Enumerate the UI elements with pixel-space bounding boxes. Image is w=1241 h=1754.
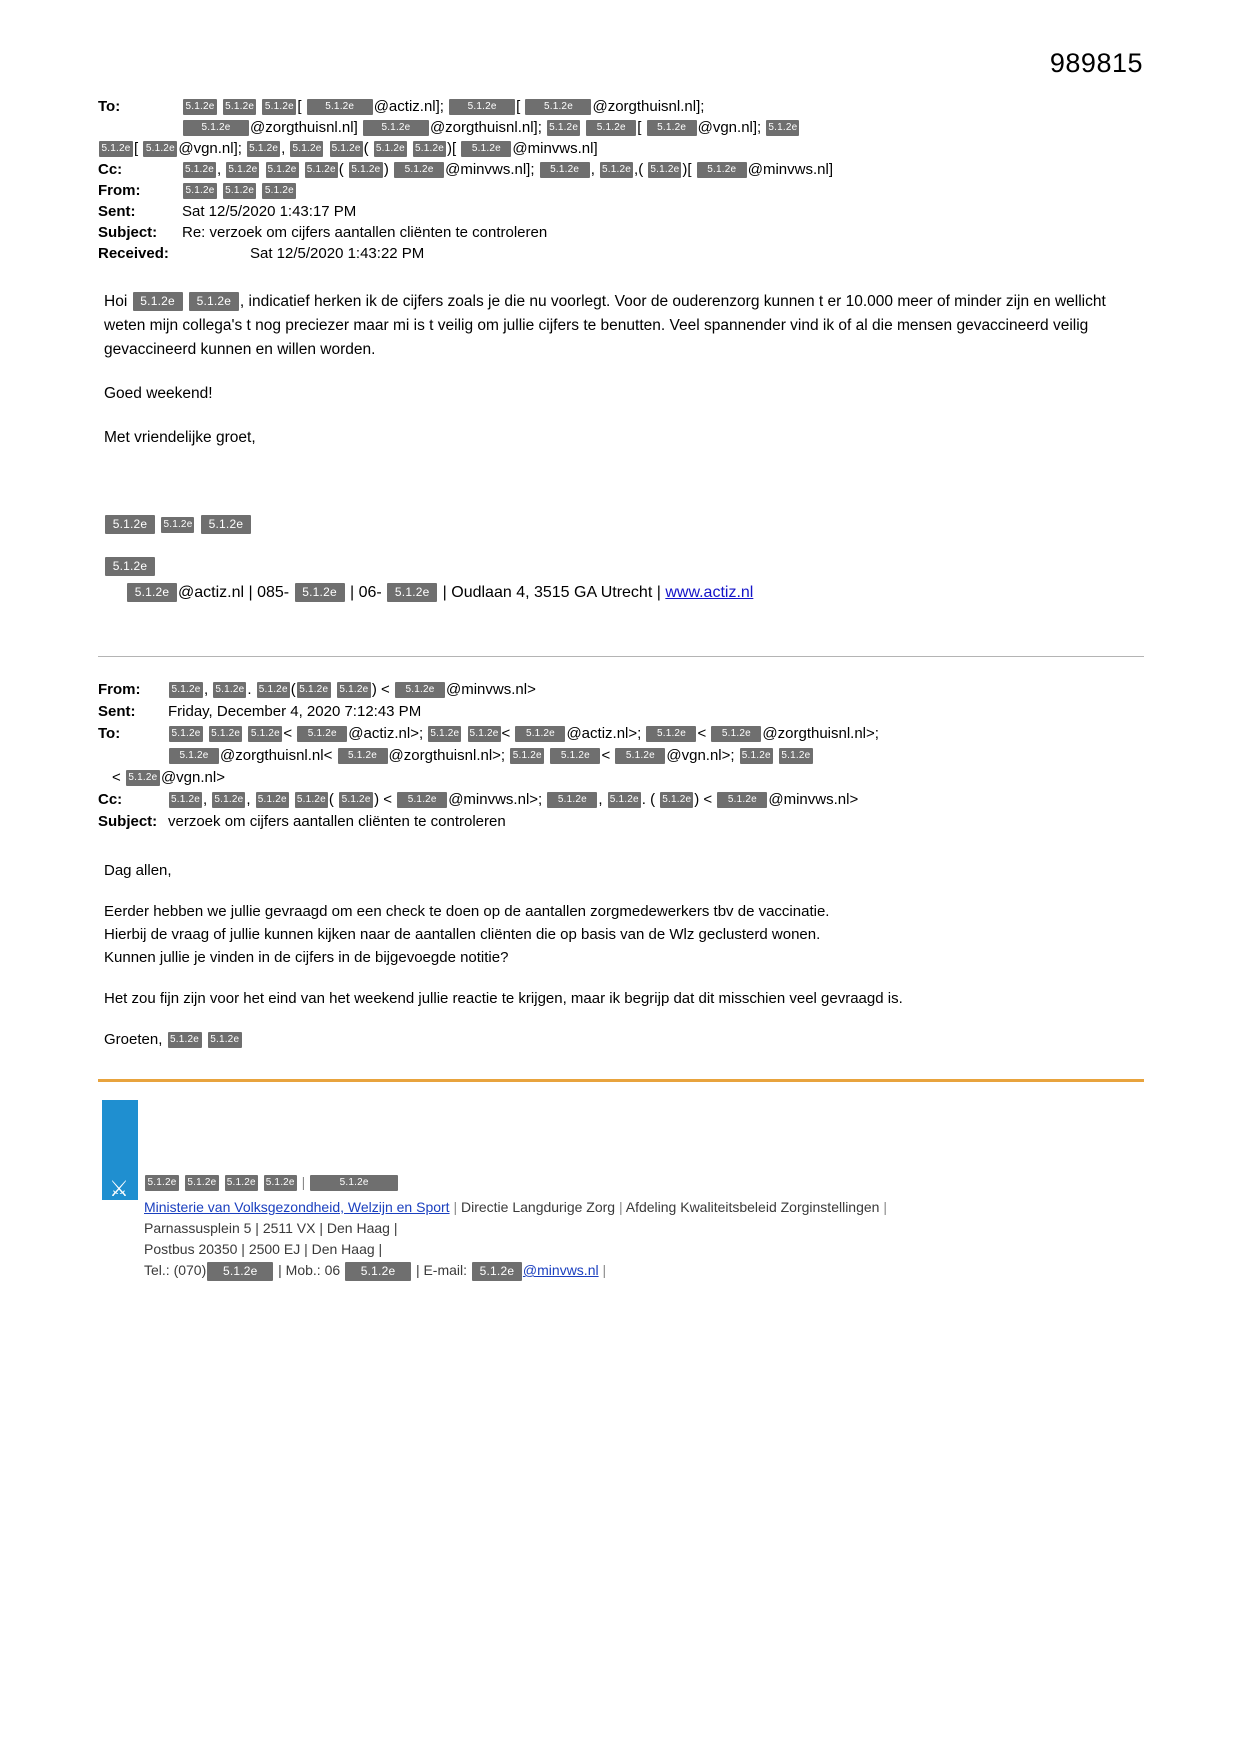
header-row-to-cont2 — [98, 138, 1144, 159]
separator: | — [602, 1262, 607, 1278]
value-cc — [168, 789, 1144, 811]
redaction-chip: 5.1.2e — [461, 141, 511, 157]
redaction-chip: 5.1.2e — [525, 99, 591, 115]
signature-contact-row1 — [104, 554, 1144, 580]
redaction-chip: 5.1.2e — [207, 1262, 273, 1281]
email1-header — [98, 96, 1144, 264]
domain-minvws: @minvws.nl>; — [448, 791, 543, 808]
label-from: From: — [98, 182, 141, 199]
ministry-contact-row — [144, 1260, 1144, 1281]
redaction-chip: 5.1.2e — [201, 515, 251, 534]
message-divider — [98, 656, 1144, 657]
domain-zorgthuisnl: @zorgthuisnl.nl — [250, 119, 354, 136]
redaction-chip: 5.1.2e — [183, 120, 249, 136]
redaction-chip: 5.1.2e — [208, 1032, 242, 1048]
paren: ) < — [374, 791, 393, 808]
redaction-chip: 5.1.2e — [183, 162, 216, 178]
value-from — [168, 679, 1144, 701]
domain-minvws: @minvws.nl> — [446, 681, 536, 698]
paragraph-3: Met vriendelijke groet, — [104, 429, 256, 446]
header-row-to — [98, 96, 1144, 117]
greeting-prefix: Hoi — [104, 293, 128, 310]
redaction-chip: 5.1.2e — [413, 141, 446, 157]
email-prefix: | E-mail: — [415, 1262, 468, 1278]
redaction-chip: 5.1.2e — [339, 792, 373, 808]
closing-text: Groeten, — [104, 1031, 163, 1048]
header-row-from — [98, 180, 1144, 201]
ministry-crest-icon: ⚔ — [109, 1176, 129, 1201]
header2-row-cc — [98, 789, 1144, 811]
redaction-chip: 5.1.2e — [169, 726, 203, 742]
redaction-chip: 5.1.2e — [266, 162, 299, 178]
paragraph-greeting: Dag allen, — [104, 862, 172, 879]
separator: | — [453, 1199, 458, 1215]
redaction-chip: 5.1.2e — [247, 141, 280, 157]
redaction-chip: 5.1.2e — [185, 1175, 219, 1191]
header2-row-to — [98, 723, 1144, 745]
actiz-website-link[interactable]: www.actiz.nl — [665, 584, 754, 601]
redaction-chip: 5.1.2e — [143, 141, 177, 157]
domain-vgn: @vgn.nl>; — [666, 747, 735, 764]
ministry-divider — [98, 1079, 1144, 1082]
email1-signature — [98, 512, 1144, 606]
paragraph-line-2: Hierbij de vraag of jullie kunnen kijken naar de aantallen cliënten die op basis van de Wlz geclusterd wonen. — [104, 926, 821, 943]
paren: ,( — [634, 161, 644, 178]
redaction-chip: 5.1.2e — [213, 682, 246, 698]
redaction-chip: 5.1.2e — [262, 183, 296, 199]
redaction-chip: 5.1.2e — [586, 120, 636, 136]
value-to — [168, 723, 1144, 745]
redaction-chip: 5.1.2e — [428, 726, 461, 742]
mob-prefix: | Mob.: 06 — [278, 1262, 341, 1278]
redaction-chip: 5.1.2e — [779, 748, 813, 764]
redaction-chip: 5.1.2e — [99, 141, 133, 157]
redaction-chip: 5.1.2e — [387, 583, 437, 602]
redaction-chip: 5.1.2e — [295, 792, 328, 808]
signature-email-domain: @actiz.nl | 085- — [178, 584, 290, 601]
domain-actiz: @actiz.nl]; — [373, 98, 444, 115]
label-from: From: — [98, 681, 141, 698]
redaction-chip: 5.1.2e — [262, 99, 296, 115]
redaction-chip: 5.1.2e — [510, 748, 544, 764]
angle: < — [697, 725, 707, 742]
ministry-address-2: Postbus 20350 | 2500 EJ | Den Haag | — [144, 1241, 383, 1257]
header-row-received — [98, 243, 1144, 264]
separator: | — [301, 1174, 306, 1190]
domain-zorgthuisnl: @zorgthuisnl.nl>; — [388, 747, 506, 764]
redaction-chip: 5.1.2e — [169, 682, 203, 698]
paragraph-request — [104, 900, 1144, 969]
redaction-chip: 5.1.2e — [550, 748, 600, 764]
redaction-chip: 5.1.2e — [395, 682, 445, 698]
redaction-chip: 5.1.2e — [305, 162, 338, 178]
domain-actiz: @actiz.nl>; — [348, 725, 424, 742]
separator: | — [883, 1199, 887, 1215]
paren: ) < — [371, 681, 390, 698]
paren: ( — [363, 140, 369, 157]
header-row-to-cont1 — [98, 117, 1144, 138]
email1-body — [98, 290, 1144, 450]
redaction-chip: 5.1.2e — [223, 183, 256, 199]
domain-zorgthuisnl: @zorgthuisnl.nl]; — [592, 98, 705, 115]
redaction-chip: 5.1.2e — [547, 792, 597, 808]
redaction-chip: 5.1.2e — [169, 792, 202, 808]
bracket: [ — [637, 119, 642, 136]
redaction-chip: 5.1.2e — [212, 792, 245, 808]
value-to-cont — [182, 117, 1144, 138]
separator: | — [618, 1199, 623, 1215]
redaction-chip: 5.1.2e — [608, 792, 641, 808]
redaction-chip: 5.1.2e — [256, 792, 289, 808]
header-row-subject — [98, 222, 1144, 243]
redaction-chip: 5.1.2e — [310, 1175, 398, 1191]
document-id: 989815 — [1049, 48, 1143, 78]
ministry-org-row — [144, 1197, 1144, 1218]
label-cc: Cc: — [98, 161, 123, 178]
redaction-chip: 5.1.2e — [257, 682, 290, 698]
redaction-chip: 5.1.2e — [468, 726, 501, 742]
paren: ( — [338, 161, 344, 178]
comma: , — [246, 791, 251, 808]
value-sent: Friday, December 4, 2020 7:12:43 PM — [168, 703, 422, 720]
ministry-lines — [98, 1100, 1144, 1281]
angle: < — [283, 725, 293, 742]
angle: < — [112, 769, 121, 786]
redaction-chip: 5.1.2e — [766, 120, 799, 136]
redaction-chip: 5.1.2e — [225, 1175, 258, 1191]
comma: . ( — [641, 791, 656, 808]
domain-actiz: @actiz.nl>; — [566, 725, 642, 742]
domain-zorgthuisnl: @zorgthuisnl.nl>; — [762, 725, 879, 742]
comma: , — [217, 161, 222, 178]
redaction-chip: 5.1.2e — [223, 99, 256, 115]
domain-zorgthuisnl: @zorgthuisnl.nl — [220, 747, 324, 764]
header2-row-to-cont2 — [98, 767, 1144, 789]
email-content — [98, 96, 1144, 1281]
redaction-chip: 5.1.2e — [648, 162, 681, 178]
bracket: ] — [353, 119, 358, 136]
ministry-website-link[interactable]: Ministerie van Volksgezondheid, Welzijn en Sport — [144, 1199, 450, 1215]
bracket: [ — [134, 140, 139, 157]
header2-row-from — [98, 679, 1144, 701]
signature-phone-sep: | 06- — [350, 584, 382, 601]
domain-zorgthuisnl: @zorgthuisnl.nl]; — [429, 119, 542, 136]
ministry-section: Afdeling Kwaliteitsbeleid Zorginstellingen — [625, 1199, 880, 1215]
label-to: To: — [98, 98, 121, 115]
header-row-cc — [98, 159, 1144, 180]
paren: )[ — [447, 140, 457, 157]
redaction-chip: 5.1.2e — [397, 792, 447, 808]
paren: ) < — [694, 791, 713, 808]
redaction-chip: 5.1.2e — [394, 162, 444, 178]
redaction-chip: 5.1.2e — [105, 515, 155, 534]
redaction-chip: 5.1.2e — [126, 770, 160, 786]
redaction-chip: 5.1.2e — [264, 1175, 297, 1191]
redaction-chip: 5.1.2e — [740, 748, 773, 764]
value-subject: verzoek om cijfers aantallen cliënten te controleren — [168, 813, 506, 830]
domain-vgn: @vgn.nl]; — [178, 140, 242, 157]
paren: ) — [383, 161, 389, 178]
domain-vgn: @vgn.nl]; — [697, 119, 762, 136]
signature-name-row — [104, 512, 1144, 538]
redaction-chip: 5.1.2e — [345, 1262, 411, 1281]
label-subject: Subject: — [98, 813, 158, 830]
paren: ( — [290, 681, 296, 698]
redaction-chip: 5.1.2e — [697, 162, 747, 178]
comma: , — [204, 681, 209, 698]
angle: < — [323, 747, 333, 764]
signature-address: | Oudlaan 4, 3515 GA Utrecht | — [442, 584, 661, 601]
value-to-cont2 — [112, 767, 1144, 789]
domain-minvws: @minvws.nl> — [768, 791, 859, 808]
value-cc — [182, 159, 1144, 180]
redaction-chip: 5.1.2e — [338, 748, 388, 764]
redaction-chip: 5.1.2e — [711, 726, 761, 742]
domain-minvws: @minvws.nl] — [747, 161, 833, 178]
value-sent: Sat 12/5/2020 1:43:17 PM — [182, 203, 357, 220]
comma: , — [598, 791, 603, 808]
redaction-chip: 5.1.2e — [330, 141, 363, 157]
paragraph-1-text: , indicatief herken ik de cijfers zoals je die nu voorlegt. Voor de ouderenzorg kunnen t er 10.000 meer of minder zijn en wellicht weten mijn collega's t nog preciezer maar mi is t veilig om jullie cijfers te benutten. Veel spannender vind ik of al die mensen gevaccineerd veilig gevaccineerd kunnen en willen worden. — [104, 293, 1106, 358]
ministry-signature — [98, 1100, 1144, 1281]
paragraph-deadline: Het zou fijn zijn voor het eind van het weekend jullie reactie te krijgen, maar ik begrijp dat dit misschien veel gevraagd is. — [104, 990, 903, 1007]
label-cc: Cc: — [98, 791, 123, 808]
redaction-chip: 5.1.2e — [297, 682, 331, 698]
paragraph-2: Goed weekend! — [104, 385, 213, 402]
bracket: [ — [516, 98, 521, 115]
paren: )[ — [682, 161, 692, 178]
signature-contact-row2 — [104, 580, 1144, 606]
redaction-chip: 5.1.2e — [547, 120, 580, 136]
redaction-chip: 5.1.2e — [145, 1175, 179, 1191]
angle: < — [501, 725, 511, 742]
redaction-chip: 5.1.2e — [647, 120, 697, 136]
value-subject: Re: verzoek om cijfers aantallen cliënten te controleren — [182, 224, 548, 241]
redaction-chip: 5.1.2e — [615, 748, 665, 764]
domain-minvws: @minvws.nl]; — [445, 161, 535, 178]
redaction-chip: 5.1.2e — [363, 120, 429, 136]
redaction-chip: 5.1.2e — [209, 726, 242, 742]
redaction-chip: 5.1.2e — [540, 162, 590, 178]
comma: , — [281, 140, 286, 157]
header2-row-to-cont1 — [98, 745, 1144, 767]
angle: < — [601, 747, 611, 764]
redaction-chip: 5.1.2e — [449, 99, 515, 115]
redaction-chip: 5.1.2e — [472, 1262, 522, 1281]
ministry-email-link[interactable]: @minvws.nl — [522, 1262, 599, 1278]
paragraph-closing — [104, 1028, 1144, 1051]
email2-header — [98, 679, 1144, 833]
tel-prefix: Tel.: (070) — [144, 1262, 207, 1278]
header2-row-sent — [98, 701, 1144, 723]
label-sent: Sent: — [98, 703, 136, 720]
redaction-chip: 5.1.2e — [374, 141, 407, 157]
label-sent: Sent: — [98, 203, 136, 220]
redaction-chip: 5.1.2e — [290, 141, 323, 157]
redaction-chip: 5.1.2e — [168, 1032, 202, 1048]
comma: , — [203, 791, 208, 808]
value-from — [182, 180, 1144, 201]
redaction-chip: 5.1.2e — [161, 517, 194, 533]
redaction-chip: 5.1.2e — [295, 583, 345, 602]
redaction-chip: 5.1.2e — [660, 792, 693, 808]
redaction-chip: 5.1.2e — [189, 292, 239, 311]
ministry-person-row — [144, 1172, 1144, 1193]
redaction-chip: 5.1.2e — [515, 726, 565, 742]
header2-row-subject — [98, 811, 1144, 833]
domain-minvws: @minvws.nl] — [512, 140, 598, 157]
bracket: [ — [297, 98, 302, 115]
comma: . — [247, 681, 252, 698]
redaction-chip: 5.1.2e — [226, 162, 259, 178]
label-subject: Subject: — [98, 224, 158, 241]
ministry-address-1: Parnassusplein 5 | 2511 VX | Den Haag | — [144, 1220, 398, 1236]
redaction-chip: 5.1.2e — [600, 162, 633, 178]
ministry-dept: Directie Langdurige Zorg — [461, 1199, 616, 1215]
value-to-cont2 — [98, 138, 1144, 159]
domain-vgn: @vgn.nl> — [160, 769, 225, 786]
redaction-chip: 5.1.2e — [133, 292, 183, 311]
label-received: Received: — [98, 245, 169, 262]
paragraph-line-1: Eerder hebben we jullie gevraagd om een check te doen op de aantallen zorgmedewerkers tbv de vaccinatie. — [104, 903, 830, 920]
value-received: Sat 12/5/2020 1:43:22 PM — [250, 245, 425, 262]
redaction-chip: 5.1.2e — [127, 583, 177, 602]
redaction-chip: 5.1.2e — [248, 726, 282, 742]
paragraph-line-3: Kunnen jullie je vinden in de cijfers in de bijgevoegde notitie? — [104, 949, 509, 966]
value-to — [182, 96, 1144, 117]
comma: , — [590, 161, 595, 178]
redaction-chip: 5.1.2e — [717, 792, 767, 808]
redaction-chip: 5.1.2e — [183, 183, 217, 199]
paren: ( — [328, 791, 334, 808]
redaction-chip: 5.1.2e — [105, 557, 155, 576]
redaction-chip: 5.1.2e — [307, 99, 373, 115]
value-to-cont1 — [168, 745, 1144, 767]
paragraph-greeting — [104, 290, 1144, 362]
redaction-chip: 5.1.2e — [349, 162, 383, 178]
redaction-chip: 5.1.2e — [337, 682, 371, 698]
redaction-chip: 5.1.2e — [297, 726, 347, 742]
email2-body — [98, 859, 1144, 1051]
label-to: To: — [98, 725, 121, 742]
header-row-sent — [98, 201, 1144, 222]
redaction-chip: 5.1.2e — [169, 748, 219, 764]
redaction-chip: 5.1.2e — [183, 99, 217, 115]
redaction-chip: 5.1.2e — [646, 726, 696, 742]
